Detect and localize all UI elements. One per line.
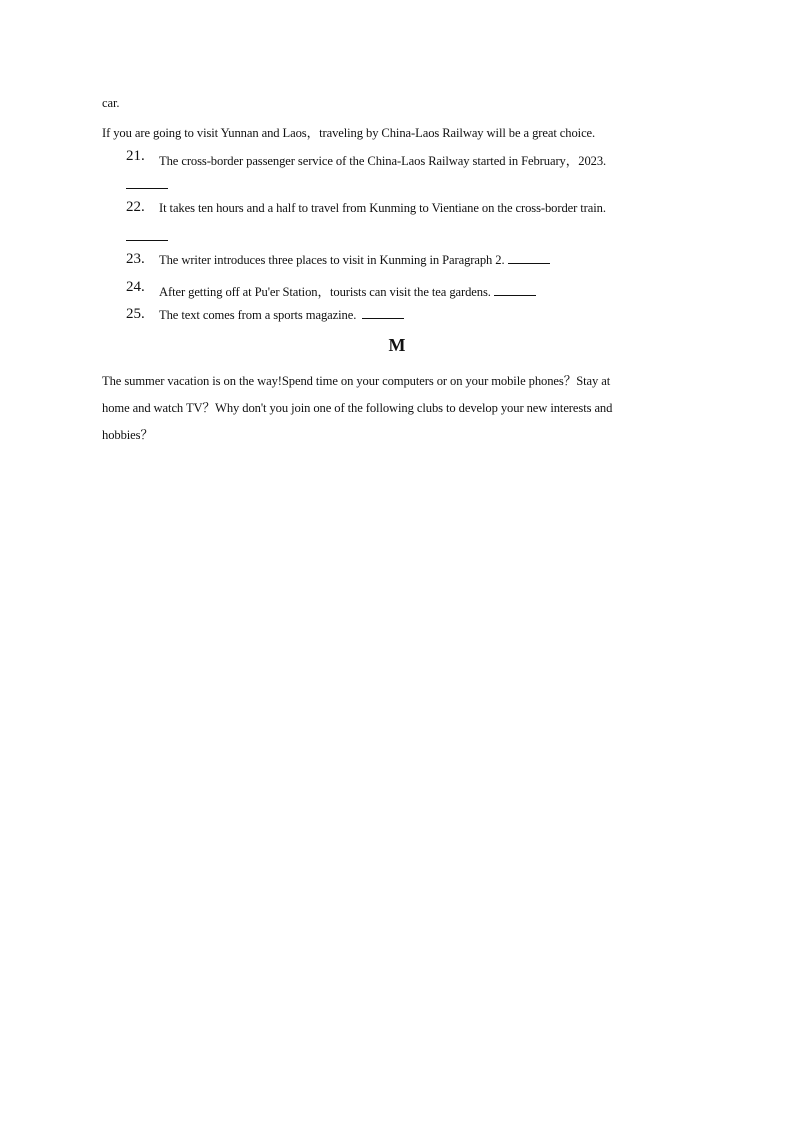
question-number: 24. [126,279,145,295]
passage-text-line: If you are going to visit Yunnan and Laos，traveling by China-Laos Railway will be a great choice. [102,126,596,140]
question-text: After getting off at Pu'er Station，tourists can visit the tea gardens. [159,285,491,299]
question-number: 21. [126,148,145,164]
question-text: The text comes from a sports magazine. [159,308,357,322]
passage-text-line: car. [102,96,120,110]
answer-blank[interactable] [508,253,550,264]
section-intro-line: The summer vacation is on the way!Spend time on your computers or on your mobile phones？Stay at [102,374,611,388]
question-number: 23. [126,251,145,267]
question-item [159,253,550,268]
section-heading: M [388,335,406,355]
question-number: 22. [126,199,145,215]
answer-blank[interactable] [362,308,404,319]
question-item [159,308,404,323]
question-number: 25. [126,306,145,322]
question-text: The writer introduces three places to visit in Kunming in Paragraph 2. [159,253,505,267]
section-intro-line: home and watch TV？Why don't you join one of the following clubs to develop your new interests and [102,401,613,415]
question-item [159,281,536,300]
section-intro-line: hobbies？ [102,428,153,442]
answer-blank[interactable] [126,240,168,241]
question-text: The cross-border passenger service of the China-Laos Railway started in February，2023. [159,154,607,168]
question-text: It takes ten hours and a half to travel from Kunming to Vientiane on the cross-border train. [159,201,606,215]
answer-blank[interactable] [126,188,168,189]
answer-blank[interactable] [494,285,536,296]
